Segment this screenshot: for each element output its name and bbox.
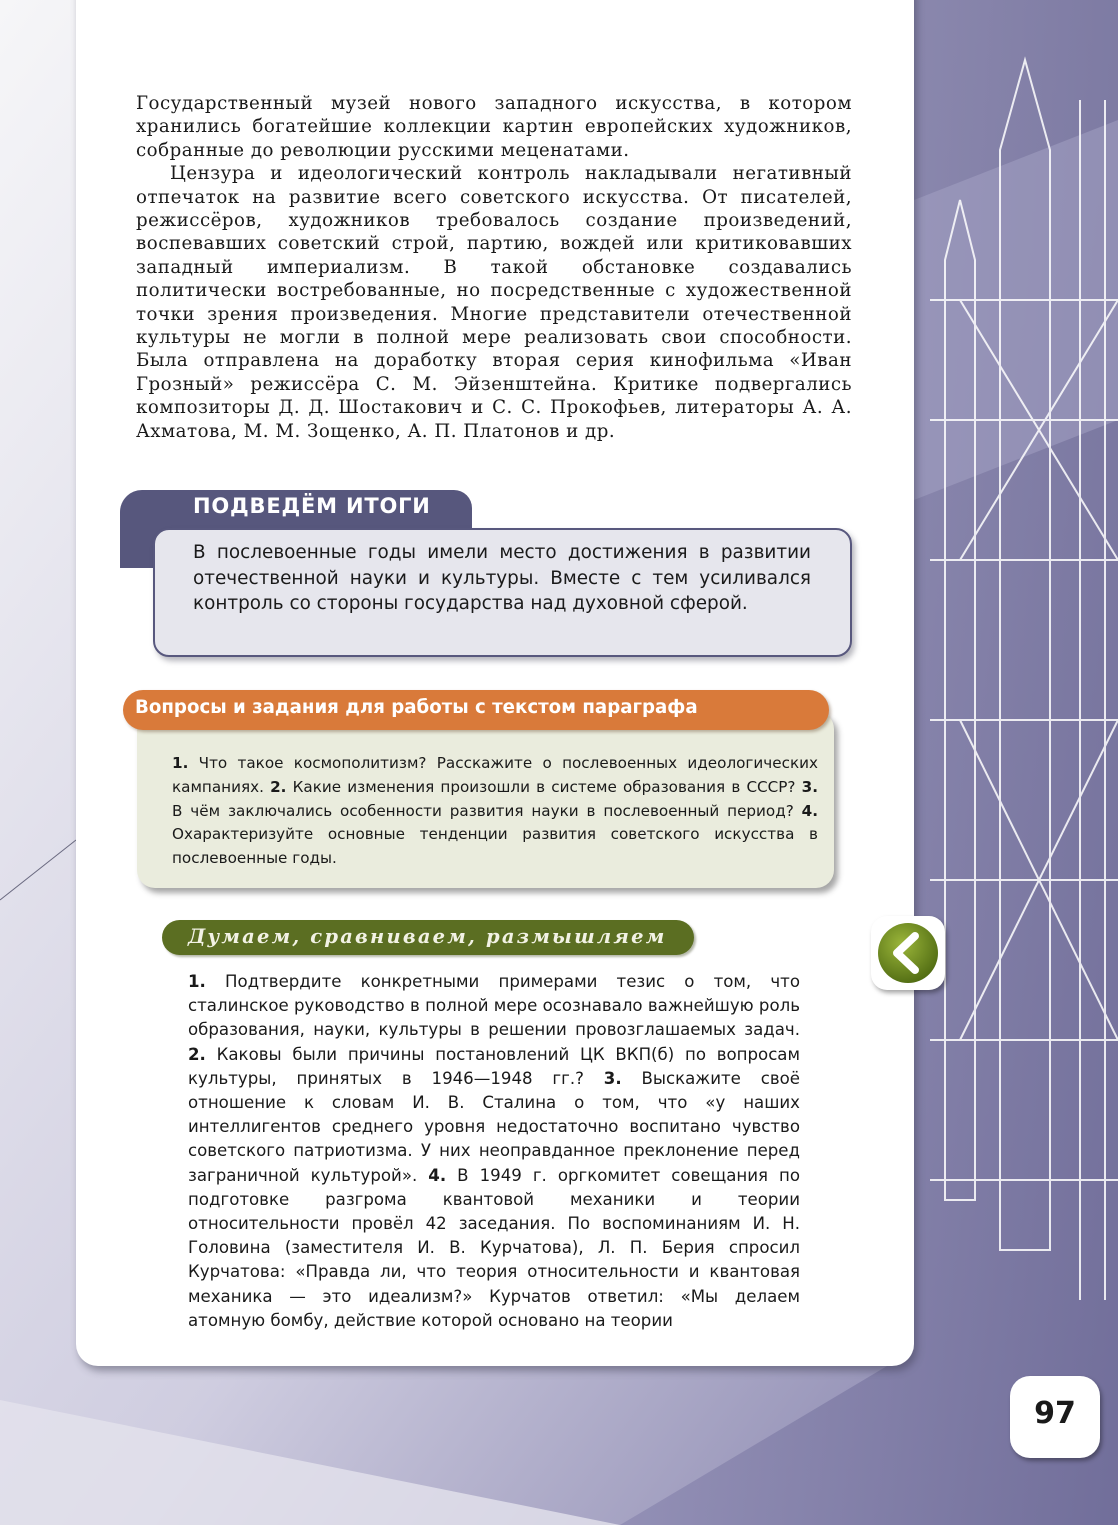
intro-text xyxy=(136,92,852,443)
task-text: Выскажите своё отношение к словам И. В. Сталина о том, что «у наших интеллигентов среднего уровня недостаточно воспитано чувство советского патриотизма. У них неоправданное преклонение перед заграничной культурой». xyxy=(188,1068,800,1185)
question-number: 2. xyxy=(270,777,287,796)
task-number: 4. xyxy=(428,1165,447,1185)
page-number: 97 xyxy=(1034,1396,1076,1431)
task-text: Каковы были причины постановлений ЦК ВКП(б) по вопросам культуры, принятых в 1946—1948 гг.? xyxy=(188,1044,800,1088)
question-text: Какие изменения произошли в системе образования в СССР? xyxy=(286,777,802,796)
question-number: 1. xyxy=(172,754,189,772)
task-number: 1. xyxy=(188,972,206,991)
intro-paragraph-2: Цензура и идеологический контроль накладывали негативный отпечаток на развитие всего советского искусства. От писателей, режиссёров, художников требовалось создание произведений, воспевавших советский строй, партию, вождей или критиковавших западный империализм. В такой обстановке создавались политически востребованные, но посредственные с художественной точки зрения произведения. Многие представители отечественной культуры не могли в полной мере реализовать свои способности. Была отправлена на доработку вторая серия кинофильма «Иван Грозный» режиссёра С. М. Эйзенштейна. Критике подвергались композиторы Д. Д. Шостакович и С. С. Прокофьев, литераторы А. А. Ахматова, М. М. Зощенко, А. П. Платонов и др. xyxy=(136,163,852,442)
summary-title: ПОДВЕДЁМ ИТОГИ xyxy=(193,494,431,518)
question-number: 4. xyxy=(801,801,818,820)
thinking-title: Думаем, сравниваем, размышляем xyxy=(188,925,667,948)
intro-paragraph-1: Государственный музей нового западного искусства, в котором хранились богатейшие коллекции картин европейских художников, собранные до революции русскими меценатами. xyxy=(136,93,852,161)
questions-list xyxy=(172,752,818,871)
summary-text: В послевоенные годы имели место достижения в развитии отечественной науки и культуры. Вместе с тем усиливался контроль со стороны государства над духовной сферой. xyxy=(193,542,811,614)
question-text: Что такое космополитизм? Расскажите о послевоенных идеологических кампаниях. xyxy=(172,754,818,796)
question-number: 3. xyxy=(801,777,818,796)
task-text: Подтвердите конкретными примерами тезис о том, что сталинское руководство в полной мере осознавало важнейшую роль образования, науки, культуры в решении провозглашаемых задач. xyxy=(188,972,800,1040)
back-button[interactable] xyxy=(871,916,945,990)
task-number: 2. xyxy=(188,1044,206,1064)
thinking-list xyxy=(188,970,800,1333)
question-text: В чём заключались особенности развития науки в послевоенный период? xyxy=(172,801,802,820)
chevron-left-icon xyxy=(877,922,939,984)
questions-title: Вопросы и задания для работы с текстом параграфа xyxy=(135,697,698,718)
question-text: Охарактеризуйте основные тенденции развития советского искусства в послевоенные годы. xyxy=(172,825,818,868)
task-number: 3. xyxy=(603,1068,622,1088)
task-text: В 1949 г. оргкомитет совещания по подготовке разгрома квантовой механики и теории относительности провёл 42 заседания. По воспоминаниям И. Н. Головина (заместителя И. В. Курчатова), Л. П. Берия спросил Курчатова: «Правда ли, что теория относительности и квантовая механика — это идеализм?» Курчатов ответил: «Мы делаем атомную бомбу, действие которой основано на теории xyxy=(188,1165,801,1330)
